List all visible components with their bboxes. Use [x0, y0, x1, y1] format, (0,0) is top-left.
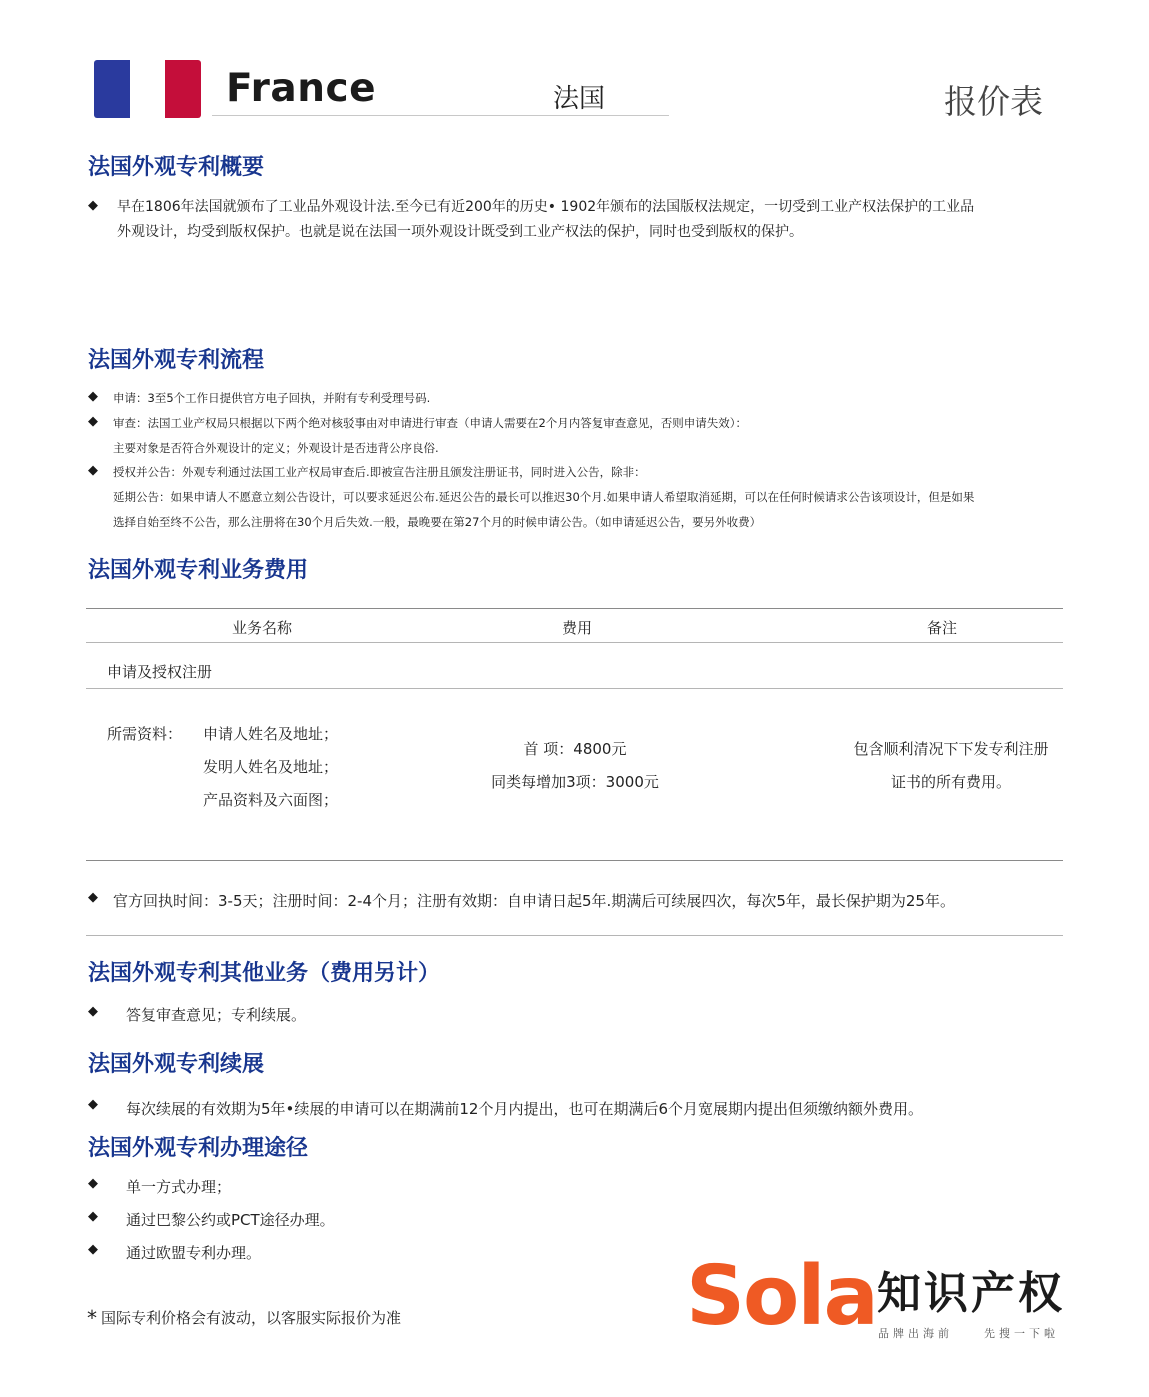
bullet-icon: ◆: [88, 890, 98, 905]
process-examination: 审查：法国工业产权局只根据以下两个绝对核驳事由对申请进行审查（申请人需要在2个月内答复审查意见，否则申请失效）：: [113, 416, 748, 430]
sola-logo-wordmark: Sola: [686, 1249, 877, 1344]
country-name-chinese: 法国: [553, 84, 606, 114]
bullet-icon: ◆: [88, 389, 98, 404]
column-header-note: 备注: [927, 619, 958, 637]
table-header-rule: [86, 642, 1063, 643]
table-top-rule: [86, 608, 1063, 609]
title-underline: [212, 115, 669, 116]
disclaimer-text: 国际专利价格会有波动，以客服实际报价为准: [101, 1309, 402, 1327]
fee-first-item: 首 项：4800元: [523, 740, 627, 758]
channel-item: 通过巴黎公约或PCT途径办理。: [126, 1211, 335, 1229]
bullet-icon: ◆: [88, 1209, 98, 1224]
channel-item: 通过欧盟专利办理。: [126, 1244, 262, 1262]
channel-item: 单一方式办理；: [126, 1178, 232, 1196]
bullet-icon: ◆: [88, 198, 98, 213]
overview-text-line1: 早在1806年法国就颁布了工业品外观设计法.至今已有近200年的历史• 1902年颁布的法国版权法规定，一切受到工业产权法保护的工业品: [117, 199, 975, 215]
service-name: 申请及授权注册: [107, 663, 213, 681]
other-services-heading: 法国外观专利其他业务（费用另计）: [88, 961, 441, 986]
column-header-fee: 费用: [562, 619, 593, 637]
logo-chinese-text: 知识产权: [877, 1268, 1065, 1319]
process-grant-detail-1: 延期公告：如果申请人不愿意立刻公告设计，可以要求延迟公布.延迟公告的最长可以推迟30个月.如果申请人希望取消延期，可以在任何时候请求公告该项设计，但是如果: [113, 490, 975, 504]
logo-slogan-right: 先搜一下啦: [984, 1327, 1059, 1340]
process-examination-detail: 主要对象是否符合外观设计的定义；外观设计是否违背公序良俗.: [113, 441, 439, 455]
bullet-icon: ◆: [88, 463, 98, 478]
material-item: 申请人姓名及地址；: [203, 725, 339, 743]
flag-blue-stripe: [94, 60, 130, 118]
flag-white-stripe: [130, 60, 166, 118]
fee-note-line1: 包含顺利清况下下发专利注册: [853, 740, 1049, 758]
france-flag: [94, 60, 201, 118]
overview-text-line2: 外观设计，均受到版权保护。也就是说在法国一项外观设计既受到工业产权法的保护，同时也受到版权的保护。: [117, 224, 803, 240]
table-bottom-rule: [86, 860, 1063, 861]
material-item: 发明人姓名及地址；: [203, 758, 339, 776]
bullet-icon: ◆: [88, 1097, 98, 1112]
section-divider: [86, 935, 1063, 936]
other-services-text: 答复审查意见；专利续展。: [126, 1006, 307, 1024]
bullet-icon: ◆: [88, 1242, 98, 1257]
column-header-service: 业务名称: [232, 619, 293, 637]
materials-label: 所需资料：: [107, 725, 183, 743]
material-item: 产品资料及六面图；: [203, 791, 339, 809]
process-apply: 申请：3至5个工作日提供官方电子回执，并附有专利受理号码.: [113, 391, 431, 405]
table-row-rule: [86, 688, 1063, 689]
bullet-icon: ◆: [88, 1176, 98, 1191]
process-grant-detail-2: 选择自始至终不公告，那么注册将在30个月后失效.一般，最晚要在第27个月的时候申请公告。（如申请延迟公告，要另外收费）: [113, 515, 762, 529]
flag-red-stripe: [165, 60, 201, 118]
process-grant: 授权并公告：外观专利通过法国工业产权局审查后.即被宣告注册且颁发注册证书，同时进入公告，除非：: [113, 465, 646, 479]
disclaimer-asterisk: *: [87, 1306, 97, 1330]
renewal-heading: 法国外观专利续展: [88, 1052, 265, 1077]
renewal-text: 每次续展的有效期为5年•续展的申请可以在期满前12个月内提出，也可在期满后6个月宽展期内提出但须缴纳额外费用。: [126, 1100, 924, 1118]
fee-note-line2: 证书的所有费用。: [890, 773, 1011, 791]
country-name-english: France: [226, 66, 377, 111]
bullet-icon: ◆: [88, 1004, 98, 1019]
fee-additional-items: 同类每增加3项：3000元: [491, 773, 659, 791]
overview-heading: 法国外观专利概要: [88, 155, 265, 180]
process-heading: 法国外观专利流程: [88, 348, 265, 373]
fees-heading: 法国外观专利业务费用: [88, 558, 309, 583]
timeline-text: 官方回执时间：3-5天；注册时间：2-4个月；注册有效期：自申请日起5年.期满后可续展四次，每次5年，最长保护期为25年。: [113, 892, 955, 910]
document-type: 报价表: [944, 82, 1043, 121]
bullet-icon: ◆: [88, 414, 98, 429]
logo-slogan-left: 品牌出海前: [878, 1327, 953, 1340]
channels-heading: 法国外观专利办理途径: [88, 1136, 309, 1161]
